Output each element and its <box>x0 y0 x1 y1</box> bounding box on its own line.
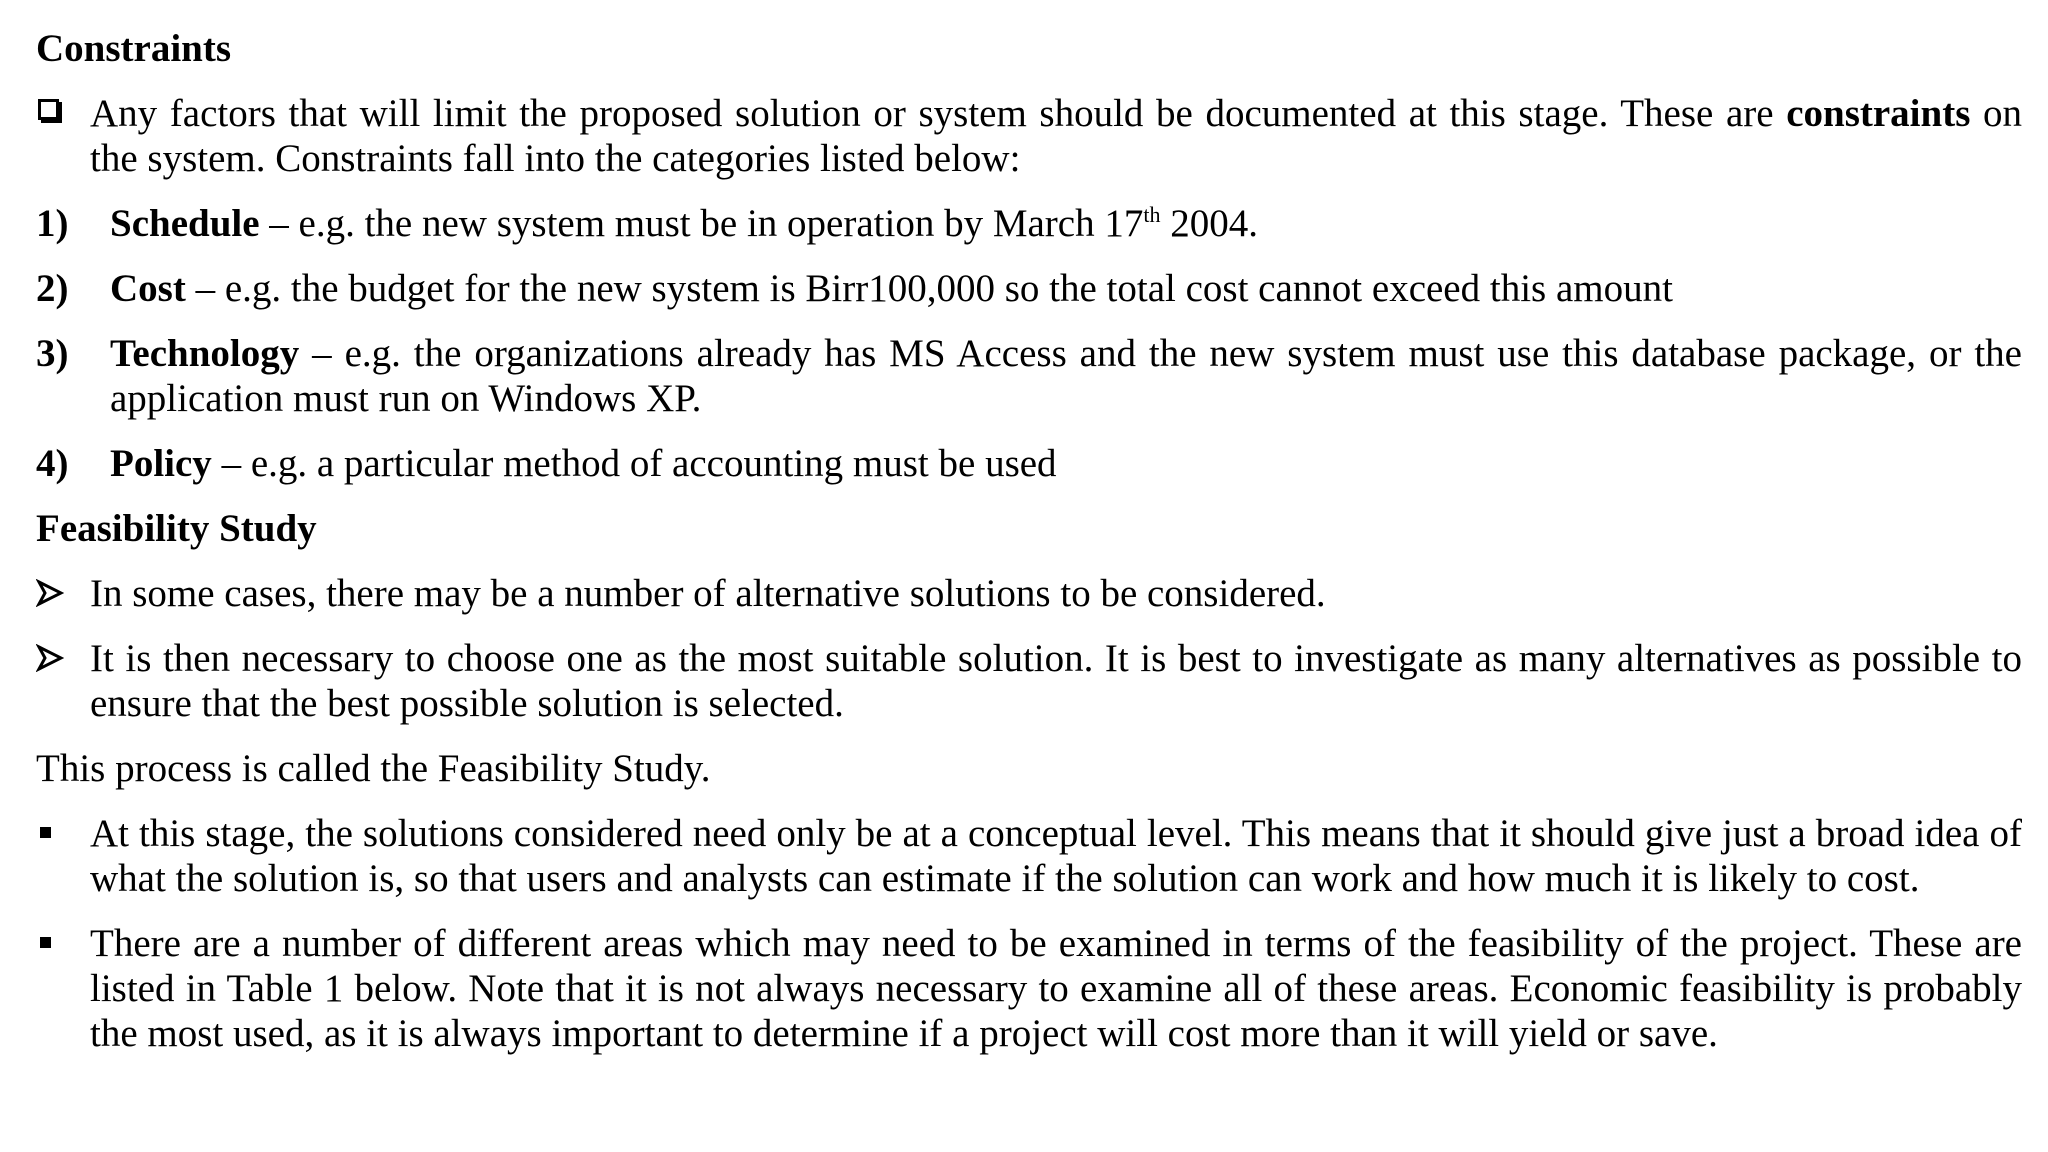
intro-text-before: Any factors that will limit the proposed solution or system should be documented at this stage. These are <box>90 92 1787 135</box>
list-number: 3) <box>36 332 69 375</box>
feasibility-arrow-item <box>36 636 2022 726</box>
arrowhead-bullet-icon <box>36 579 64 607</box>
feasibility-square-item <box>36 921 2022 1056</box>
checkbox-icon <box>38 99 59 120</box>
constraint-text-end: 2004. <box>1160 202 1258 245</box>
constraints-heading: Constraints <box>36 27 232 70</box>
constraint-text: – e.g. the organizations already has MS Access and the new system must use this database package, or the application must run on Windows XP. <box>110 332 2022 420</box>
constraint-term: Technology <box>110 332 300 375</box>
constraint-item-technology <box>36 331 2022 421</box>
square-item-text: At this stage, the solutions considered need only be at a conceptual level. This means that it should give just a broad idea of what the solution is, so that users and analysts can estimate if the solution can work and how much it is likely to cost. <box>90 812 2022 900</box>
constraint-text: – e.g. the new system must be in operation by March 17 <box>259 202 1144 245</box>
feasibility-heading: Feasibility Study <box>36 507 317 550</box>
constraint-text: – e.g. the budget for the new system is Birr100,000 so the total cost cannot exceed this amount <box>185 267 1673 310</box>
constraint-term: Policy <box>110 442 212 485</box>
arrow-item-text: It is then necessary to choose one as the most suitable solution. It is best to investigate as many alternatives as possible to ensure that the best possible solution is selected. <box>90 637 2022 725</box>
list-number: 2) <box>36 267 69 310</box>
ordinal-superscript: th <box>1143 202 1161 227</box>
square-bullet-icon <box>40 827 51 838</box>
feasibility-arrow-item <box>36 571 2022 616</box>
constraint-term: Schedule <box>110 202 260 245</box>
square-item-text: There are a number of different areas which may need to be examined in terms of the feasibility of the project. These are listed in Table 1 below. Note that it is not always necessary to examine all of these areas. Economic feasibility is probably the most used, as it is always important to determine if a project will cost more than it will yield or save. <box>90 922 2022 1055</box>
arrowhead-bullet-icon <box>36 644 64 672</box>
constraint-item-policy <box>36 441 2022 486</box>
document-page <box>36 26 2022 1076</box>
intro-bold-term: constraints <box>1786 92 1971 135</box>
constraints-intro <box>36 91 2022 181</box>
list-number: 4) <box>36 442 69 485</box>
constraint-text: – e.g. a particular method of accounting must be used <box>211 442 1057 485</box>
constraint-item-schedule <box>36 201 2022 246</box>
feasibility-square-item <box>36 811 2022 901</box>
intro-text-after: on the system. Constraints fall into the categories listed below: <box>90 92 2022 180</box>
square-bullet-icon <box>40 937 51 948</box>
process-paragraph: This process is called the Feasibility Study. <box>36 747 711 790</box>
constraint-term: Cost <box>110 267 186 310</box>
constraint-item-cost <box>36 266 2022 311</box>
arrow-item-text: In some cases, there may be a number of alternative solutions to be considered. <box>90 572 1326 615</box>
list-number: 1) <box>36 202 69 245</box>
